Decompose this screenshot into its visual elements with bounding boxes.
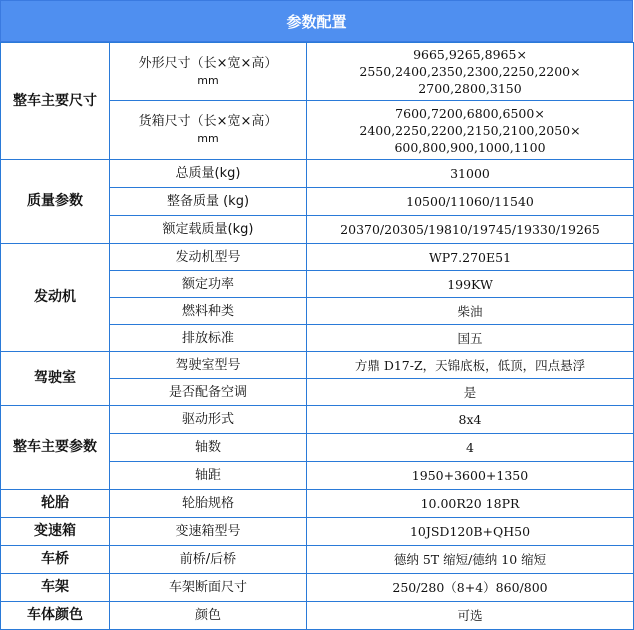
- param-wheelbase: 轴距: [110, 462, 307, 490]
- group-frame: 车架: [1, 574, 110, 602]
- value-box-line-2: 2400,2250,2200,2150,2100,2050×: [359, 122, 581, 138]
- param-outer-size-label: 外形尺寸（长×宽×高）: [138, 55, 278, 71]
- value-box-line-1: 7600,7200,6800,6500×: [395, 105, 545, 121]
- param-engine-model: 发动机型号: [110, 244, 307, 271]
- value-outer-line-2: 2550,2400,2350,2300,2250,2200×: [359, 64, 581, 79]
- table-row: [1, 244, 634, 271]
- value-color: 可选: [307, 602, 634, 630]
- table-row: [1, 490, 634, 518]
- value-outer-size: [307, 43, 634, 101]
- value-axle: 德纳 5T 缩短/德纳 10 缩短: [307, 546, 634, 574]
- value-tire: 10.00R20 18PR: [307, 490, 634, 518]
- param-color: 颜色: [110, 602, 307, 630]
- value-rated-power: 199KW: [307, 271, 634, 298]
- table-row: [1, 43, 634, 101]
- param-total-mass: 总质量(kg): [110, 160, 307, 188]
- param-curb-mass: 整备质量 (kg): [110, 188, 307, 216]
- param-rated-power: 额定功率: [110, 271, 307, 298]
- group-cab: 驾驶室: [1, 352, 110, 406]
- group-main-params: 整车主要参数: [1, 406, 110, 490]
- value-outer-line-1: 9665,9265,8965×: [413, 47, 527, 62]
- value-cab-model: 方鼎 D17-Z，天锦底板，低顶，四点悬浮: [307, 352, 634, 379]
- value-gearbox: 10JSD120B+QH50: [307, 518, 634, 546]
- group-mass: 质量参数: [1, 160, 110, 244]
- param-drive: 驱动形式: [110, 406, 307, 434]
- param-frame: 车架断面尺寸: [110, 574, 307, 602]
- value-box-size: [307, 101, 634, 160]
- param-axles: 轴数: [110, 434, 307, 462]
- param-fuel: 燃料种类: [110, 298, 307, 325]
- value-frame: 250/280（8+4）860/800: [307, 574, 634, 602]
- value-emission: 国五: [307, 325, 634, 352]
- value-total-mass: 31000: [307, 160, 634, 188]
- group-dimensions: 整车主要尺寸: [1, 43, 110, 160]
- table-row: [1, 160, 634, 188]
- value-fuel: 柴油: [307, 298, 634, 325]
- param-air-conditioning: 是否配备空调: [110, 379, 307, 406]
- table-row: [1, 574, 634, 602]
- value-curb-mass: 10500/11060/11540: [307, 188, 634, 216]
- value-rated-load: 20370/20305/19810/19745/19330/19265: [307, 216, 634, 244]
- value-drive: 8x4: [307, 406, 634, 434]
- table-row: [1, 546, 634, 574]
- value-outer-line-3: 2700,2800,3150: [418, 81, 522, 96]
- table-row: [1, 406, 634, 434]
- param-outer-size: [110, 43, 307, 101]
- param-gearbox: 变速箱型号: [110, 518, 307, 546]
- param-box-size: [110, 101, 307, 160]
- value-axles: 4: [307, 434, 634, 462]
- param-emission: 排放标准: [110, 325, 307, 352]
- param-tire: 轮胎规格: [110, 490, 307, 518]
- table-row: [1, 352, 634, 379]
- param-rated-load: 额定载质量(kg): [110, 216, 307, 244]
- param-cab-model: 驾驶室型号: [110, 352, 307, 379]
- value-wheelbase: 1950+3600+1350: [307, 462, 634, 490]
- group-axle: 车桥: [1, 546, 110, 574]
- group-gearbox: 变速箱: [1, 518, 110, 546]
- value-box-line-3: 600,800,900,1000,1100: [394, 139, 546, 155]
- param-box-size-unit: mm: [197, 132, 219, 145]
- group-engine: 发动机: [1, 244, 110, 352]
- value-air-conditioning: 是: [307, 379, 634, 406]
- table-title: 参数配置: [0, 0, 633, 42]
- table-row: [1, 518, 634, 546]
- value-engine-model: WP7.270E51: [307, 244, 634, 271]
- param-box-size-label: 货箱尺寸（长×宽×高）: [138, 114, 278, 129]
- spec-table: [0, 42, 634, 630]
- group-color: 车体颜色: [1, 602, 110, 630]
- group-tire: 轮胎: [1, 490, 110, 518]
- param-outer-size-unit: mm: [197, 73, 219, 87]
- param-axle: 前桥/后桥: [110, 546, 307, 574]
- table-row: [1, 602, 634, 630]
